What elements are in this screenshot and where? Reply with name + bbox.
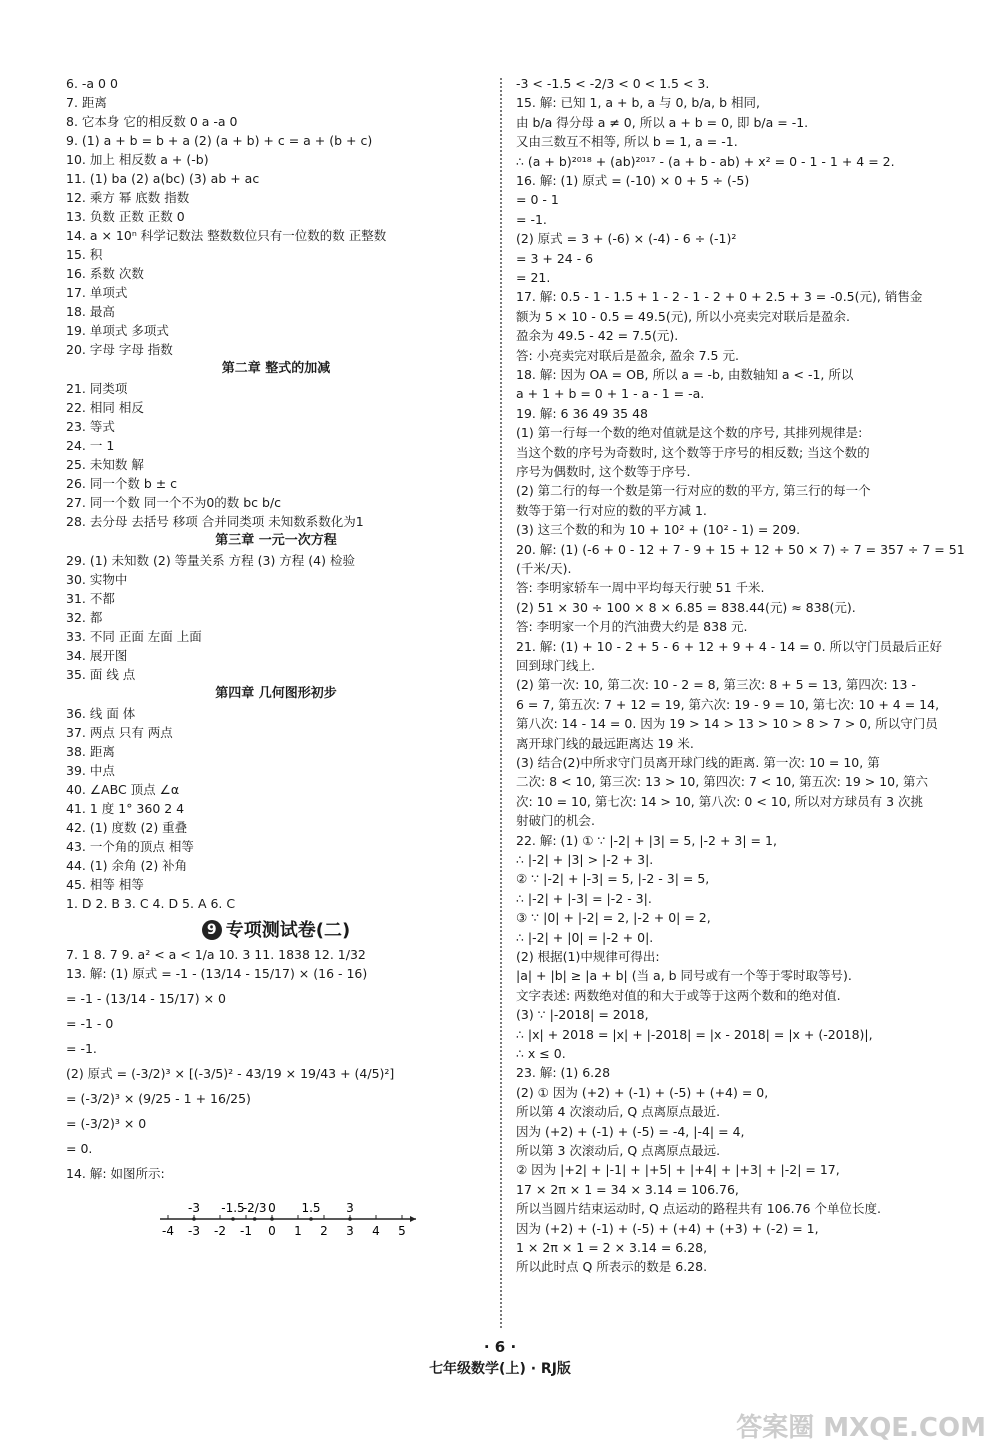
solution-line: 19. 解: 6 36 49 35 48 bbox=[516, 405, 649, 421]
solution-line: = -1. bbox=[516, 211, 547, 227]
solution-line: ② ∵ |-2| + |-3| = 5, |-2 - 3| = 5, bbox=[516, 871, 710, 887]
solution-line: 文字表述: 两数绝对值的和大于或等于这两个数和的绝对值. bbox=[516, 987, 841, 1003]
solution-line: 二次: 8 < 10, 第三次: 13 > 10, 第四次: 7 < 10, 第五次: 19 > 10, 第六 bbox=[516, 774, 929, 790]
solution-line: ∴ |-2| + |-3| = |-2 - 3|. bbox=[516, 890, 652, 906]
answer-line: 12. 乘方 幂 底数 指数 bbox=[66, 190, 190, 205]
chapter-heading: 第四章 几何图形初步 bbox=[215, 686, 337, 701]
solution-line: (2) 第一次: 10, 第二次: 10 - 2 = 8, 第三次: 8 + 5 = 13, 第四次: 13 - bbox=[516, 677, 916, 693]
solution-line: 23. 解: (1) 6.28 bbox=[516, 1065, 611, 1081]
number-line-point bbox=[309, 1217, 313, 1221]
answer-line: = -1. bbox=[66, 1041, 97, 1056]
answer-line: 6. -a 0 0 bbox=[66, 76, 118, 91]
solution-line: (千米/天). bbox=[516, 561, 572, 576]
number-line-tick-label: 2 bbox=[320, 1224, 328, 1238]
answer-line: 10. 加上 相反数 a + (-b) bbox=[66, 152, 209, 167]
section-badge: 9 bbox=[202, 920, 222, 940]
answer-line: 9. (1) a + b = b + a (2) (a + b) + c = a + (b + c) bbox=[66, 133, 373, 148]
number-line-tick-label: -3 bbox=[188, 1224, 200, 1238]
answer-line: 35. 面 线 点 bbox=[66, 667, 136, 682]
number-line-point-label: 3 bbox=[346, 1201, 354, 1215]
answer-line: 8. 它本身 它的相反数 0 a -a 0 bbox=[66, 114, 238, 129]
solution-line: (2) 第二行的每一个数是第一行对应的数的平方, 第三行的每一个 bbox=[516, 483, 871, 499]
solution-line: 所以当圆片结束运动时, Q 点运动的路程共有 106.76 个单位长度. bbox=[516, 1201, 881, 1217]
number-line-point-label: -2/3 bbox=[242, 1201, 267, 1215]
number-line-point-label: 0 bbox=[268, 1201, 276, 1215]
answer-line: 26. 同一个数 b ± c bbox=[66, 476, 178, 491]
solution-line: ∴ x ≤ 0. bbox=[516, 1046, 566, 1061]
answer-line: 28. 去分母 去括号 移项 合并同类项 未知数系数化为1 bbox=[66, 514, 364, 529]
solution-line: (2) 原式 = 3 + (-6) × (-4) - 6 ÷ (-1)² bbox=[516, 231, 737, 247]
number-line-point bbox=[348, 1217, 352, 1221]
solution-line: (3) 结合(2)中所求守门员离开球门线的距离. 第一次: 10 = 10, 第 bbox=[516, 755, 880, 770]
answer-line: = -1 - 0 bbox=[66, 1016, 114, 1031]
answer-line: 13. 负数 正数 正数 0 bbox=[66, 209, 185, 224]
answer-line: = -1 - (13/14 - 15/17) × 0 bbox=[66, 991, 226, 1006]
number-line-point bbox=[231, 1217, 235, 1221]
answer-line: 42. (1) 度数 (2) 重叠 bbox=[66, 820, 188, 835]
solution-line: a + 1 + b = 0 + 1 - a - 1 = -a. bbox=[516, 386, 705, 402]
solution-line: (1) 第一行每一个数的绝对值就是这个数的序号, 其排列规律是: bbox=[516, 425, 863, 441]
answer-line: 39. 中点 bbox=[66, 763, 115, 778]
answer-line: 29. (1) 未知数 (2) 等量关系 方程 (3) 方程 (4) 检验 bbox=[66, 553, 355, 568]
answer-line: 24. 一 1 bbox=[66, 438, 115, 453]
solution-line: 20. 解: (1) (-6 + 0 - 12 + 7 - 9 + 15 + 12 + 50 × 7) ÷ 7 = 357 ÷ 7 = 51 bbox=[516, 541, 965, 557]
solution-line: 离开球门线的最远距离达 19 米. bbox=[516, 735, 694, 751]
watermark-logo: 答案圈 MXQE.COM bbox=[736, 1413, 986, 1443]
solution-line: 22. 解: (1) ① ∵ |-2| + |3| = 5, |-2 + 3| = 1, bbox=[516, 832, 777, 848]
solution-line: 21. 解: (1) + 10 - 2 + 5 - 6 + 12 + 9 + 4 - 14 = 0. 所以守门员最后正好 bbox=[516, 638, 943, 654]
answer-line: 18. 最高 bbox=[66, 304, 115, 319]
answer-line: 43. 一个角的顶点 相等 bbox=[66, 839, 194, 854]
solution-line: 又由三数互不相等, 所以 b = 1, a = -1. bbox=[516, 134, 738, 150]
answer-line: = (-3/2)³ × 0 bbox=[66, 1116, 147, 1131]
solution-line: ∴ |-2| + |0| = |-2 + 0|. bbox=[516, 929, 654, 945]
number-line-point bbox=[253, 1217, 257, 1221]
answer-line: 36. 线 面 体 bbox=[66, 706, 136, 721]
solution-line: (2) ① 因为 (+2) + (-1) + (-5) + (+4) = 0, bbox=[516, 1084, 769, 1100]
answer-line: 20. 字母 字母 指数 bbox=[66, 342, 173, 357]
answer-line: 23. 等式 bbox=[66, 419, 115, 434]
answer-line: 31. 不都 bbox=[66, 591, 115, 606]
solution-line: 18. 解: 因为 OA = OB, 所以 a = -b, 由数轴知 a < -1, 所以 bbox=[516, 367, 854, 382]
solution-line: 当这个数的序号为奇数时, 这个数等于序号的相反数; 当这个数的 bbox=[516, 444, 870, 460]
answer-line: 14. 解: 如图所示: bbox=[66, 1166, 165, 1181]
answer-line: 14. a × 10ⁿ 科学记数法 整数数位只有一位数的数 正整数 bbox=[66, 228, 387, 243]
number-line-tick-label: -2 bbox=[214, 1224, 226, 1238]
number-line-tick-label: 1 bbox=[294, 1224, 302, 1238]
solution-line: = 3 + 24 - 6 bbox=[516, 250, 594, 266]
solution-line: 次: 10 = 10, 第七次: 14 > 10, 第八次: 0 < 10, 所以对方球员有 3 次挑 bbox=[516, 793, 924, 809]
answer-line: 45. 相等 相等 bbox=[66, 877, 144, 892]
answer-line: 22. 相同 相反 bbox=[66, 400, 144, 415]
solution-line: 15. 解: 已知 1, a + b, a 与 0, b/a, b 相同, bbox=[516, 95, 761, 111]
solution-line: ∴ |-2| + |3| > |-2 + 3|. bbox=[516, 852, 654, 867]
solution-line: = 21. bbox=[516, 270, 551, 285]
answer-line: 13. 解: (1) 原式 = -1 - (13/14 - 15/17) × (16 - 16) bbox=[66, 966, 368, 981]
answer-line: 16. 系数 次数 bbox=[66, 266, 144, 281]
solution-line: (2) 根据(1)中规律可得出: bbox=[516, 949, 660, 964]
number-line-point bbox=[192, 1217, 196, 1221]
answer-line: 32. 都 bbox=[66, 610, 103, 625]
solution-line: 答: 李明家一个月的汽油费大约是 838 元. bbox=[516, 619, 748, 635]
solution-line: 第八次: 14 - 14 = 0. 因为 19 > 14 > 13 > 10 > 8 > 7 > 0, 所以守门员 bbox=[516, 716, 938, 732]
number-line-point bbox=[270, 1217, 274, 1221]
arrow-right-icon bbox=[410, 1216, 416, 1222]
answer-line: 33. 不同 正面 左面 上面 bbox=[66, 629, 202, 644]
answer-line: 19. 单项式 多项式 bbox=[66, 323, 169, 338]
answer-line: (2) 原式 = (-3/2)³ × [(-3/5)² - 43/19 × 19/43 + (4/5)²] bbox=[66, 1066, 395, 1081]
answer-line: 7. 1 8. 7 9. a² < a < 1/a 10. 3 11. 1838 12. 1/32 bbox=[66, 947, 366, 962]
solution-line: 答: 小亮卖完对联后是盈余, 盈余 7.5 元. bbox=[516, 347, 739, 363]
number-line-point-label: -1.5 bbox=[221, 1201, 245, 1215]
solution-line: ∴ (a + b)²⁰¹⁸ + (ab)²⁰¹⁷ - (a + b - ab) + x² = 0 - 1 - 1 + 4 = 2. bbox=[516, 153, 895, 169]
answer-line: 11. (1) ba (2) a(bc) (3) ab + ac bbox=[66, 171, 260, 186]
solution-line: 盈余为 49.5 - 42 = 7.5(元). bbox=[516, 328, 679, 344]
chapter-heading: 第三章 一元一次方程 bbox=[215, 533, 337, 548]
solution-line: ∴ |x| + 2018 = |x| + |-2018| = |x - 2018| = |x + (-2018)|, bbox=[516, 1026, 873, 1042]
number-line-tick-label: 3 bbox=[346, 1224, 354, 1238]
answer-line: 17. 单项式 bbox=[66, 285, 128, 300]
number-line-tick-label: -1 bbox=[240, 1224, 252, 1238]
solution-line: 因为 (+2) + (-1) + (-5) = -4, |-4| = 4, bbox=[516, 1123, 745, 1139]
solution-line: 数等于第一行对应的数的平方减 1. bbox=[516, 502, 707, 518]
solution-line: (2) 51 × 30 ÷ 100 × 8 × 6.85 = 838.44(元) ≈ 838(元). bbox=[516, 599, 856, 615]
solution-line: 17. 解: 0.5 - 1 - 1.5 + 1 - 2 - 1 - 2 + 0 + 2.5 + 3 = -0.5(元), 销售金 bbox=[516, 289, 923, 305]
solution-line: 所以第 4 次滚动后, Q 点离原点最近. bbox=[516, 1104, 721, 1120]
solution-line: 因为 (+2) + (-1) + (-5) + (+4) + (+3) + (-2) = 1, bbox=[516, 1220, 819, 1236]
solution-line: 射破门的机会. bbox=[516, 813, 595, 829]
column-divider bbox=[500, 78, 502, 1328]
answer-line: 25. 未知数 解 bbox=[66, 457, 144, 472]
solution-line: = 0 - 1 bbox=[516, 192, 559, 208]
answer-line: 15. 积 bbox=[66, 247, 103, 262]
solution-line: (3) 这三个数的和为 10 + 10² + (10² - 1) = 209. bbox=[516, 522, 801, 538]
answer-line: 41. 1 度 1° 360 2 4 bbox=[66, 801, 185, 816]
solution-line: 17 × 2π × 1 = 34 × 3.14 = 106.76, bbox=[516, 1181, 739, 1197]
solution-line: 由 b/a 得分母 a ≠ 0, 所以 a + b = 0, 即 b/a = -1. bbox=[516, 114, 809, 130]
solution-line: 所以此时点 Q 所表示的数是 6.28. bbox=[516, 1259, 708, 1275]
solution-line: 回到球门线上. bbox=[516, 658, 595, 673]
solution-line: 1 × 2π × 1 = 2 × 3.14 = 6.28, bbox=[516, 1240, 708, 1255]
solution-line: 所以第 3 次滚动后, Q 点离原点最远. bbox=[516, 1143, 721, 1158]
answer-line: 44. (1) 余角 (2) 补角 bbox=[66, 858, 188, 873]
number-line-tick-label: 5 bbox=[398, 1224, 406, 1238]
solution-line: -3 < -1.5 < -2/3 < 0 < 1.5 < 3. bbox=[516, 76, 710, 91]
solution-line: ② 因为 |+2| + |-1| + |+5| + |+4| + |+3| + |-2| = 17, bbox=[516, 1162, 840, 1178]
solution-line: 答: 李明家轿车一周中平均每天行驶 51 千米. bbox=[516, 580, 765, 596]
section-title bbox=[66, 919, 486, 943]
section-title-text: 专项测试卷(二) bbox=[225, 920, 351, 941]
solution-line: ③ ∵ |0| + |-2| = 2, |-2 + 0| = 2, bbox=[516, 910, 711, 926]
solution-line: 额为 5 × 10 - 0.5 = 49.5(元), 所以小亮卖完对联后是盈余. bbox=[516, 308, 851, 324]
solution-line: 序号为偶数时, 这个数等于序号. bbox=[516, 464, 691, 479]
answer-line: = (-3/2)³ × (9/25 - 1 + 16/25) bbox=[66, 1091, 251, 1106]
number-line-tick-label: 0 bbox=[268, 1224, 276, 1238]
solution-line: 16. 解: (1) 原式 = (-10) × 0 + 5 ÷ (-5) bbox=[516, 173, 750, 188]
number-line-point-label: 1.5 bbox=[301, 1201, 321, 1215]
answer-line: 34. 展开图 bbox=[66, 648, 128, 663]
solution-line: (3) ∵ |-2018| = 2018, bbox=[516, 1007, 649, 1023]
answer-line: 30. 实物中 bbox=[66, 572, 128, 587]
chapter-heading: 第二章 整式的加减 bbox=[221, 361, 331, 376]
answer-line: 7. 距离 bbox=[66, 95, 107, 110]
number-line-figure bbox=[156, 1193, 456, 1243]
page-number: · 6 · bbox=[483, 1338, 517, 1356]
answer-line: 38. 距离 bbox=[66, 744, 115, 759]
answer-line: 21. 同类项 bbox=[66, 381, 128, 396]
book-title: 七年级数学(上) · RJ版 bbox=[429, 1361, 571, 1377]
number-line-point-label: -3 bbox=[188, 1201, 200, 1215]
solution-line: |a| + |b| ≥ |a + b| (当 a, b 同号或有一个等于零时取等号). bbox=[516, 968, 852, 984]
answer-line: 27. 同一个数 同一个不为0的数 bc b/c bbox=[66, 495, 282, 510]
answer-line: 40. ∠ABC 顶点 ∠α bbox=[66, 782, 180, 797]
answer-line: 37. 两点 只有 两点 bbox=[66, 725, 173, 740]
number-line-tick-label: -4 bbox=[162, 1224, 174, 1238]
answer-line: = 0. bbox=[66, 1141, 93, 1156]
solution-line: 6 = 7, 第五次: 7 + 12 = 19, 第六次: 19 - 9 = 10, 第七次: 10 + 4 = 14, bbox=[516, 696, 940, 712]
number-line-tick-label: 4 bbox=[372, 1224, 380, 1238]
answer-line: 1. D 2. B 3. C 4. D 5. A 6. C bbox=[66, 896, 236, 911]
